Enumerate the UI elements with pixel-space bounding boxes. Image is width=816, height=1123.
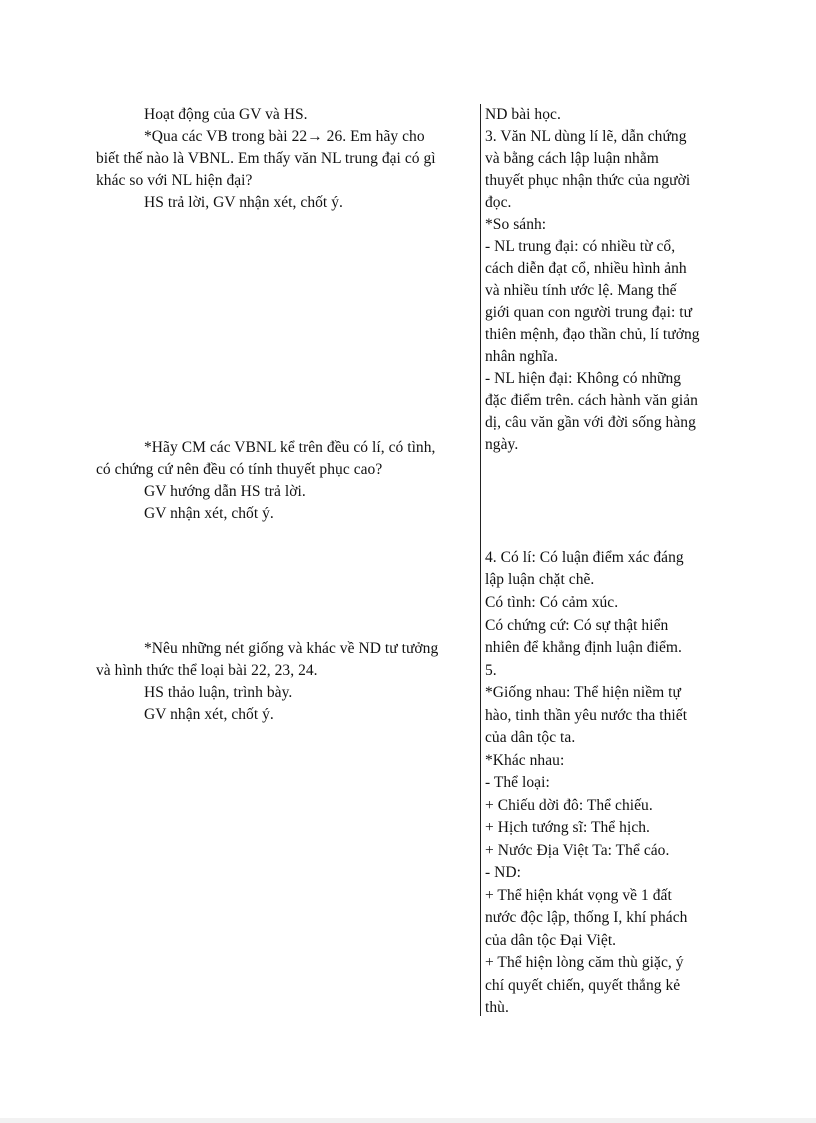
question-text: có chứng cứ nên đều có tính thuyết phục cao? (96, 461, 383, 478)
content-line: nhân nghĩa. (485, 348, 558, 365)
content-line: dị, câu văn gần với đời sống hàng (485, 414, 696, 431)
content-line: thù. (485, 999, 509, 1016)
content-line: + Hịch tướng sĩ: Thể hịch. (485, 819, 650, 836)
content-line: ngày. (485, 436, 519, 453)
question-text: khác so với NL hiện đại? (96, 172, 253, 189)
content-line: + Chiếu dời đô: Thể chiếu. (485, 797, 653, 814)
content-line: - NL trung đại: có nhiều từ cổ, (485, 238, 676, 255)
question-text: *Hãy CM các VBNL kể trên đều có lí, có tình, (144, 439, 436, 456)
content-line: lập luận chặt chẽ. (485, 571, 595, 588)
content-line: giới quan con người trung đại: tư (485, 304, 693, 321)
content-line: 5. (485, 662, 497, 679)
instruction-text: HS thảo luận, trình bày. (144, 684, 293, 701)
content-line: chí quyết chiến, quyết thắng kẻ (485, 977, 681, 994)
instruction-text: GV nhận xét, chốt ý. (144, 706, 274, 723)
content-line: và bằng cách lập luận nhằm (485, 150, 659, 167)
page-bottom-edge (0, 1118, 816, 1123)
content-line: 3. Văn NL dùng lí lẽ, dẫn chứng (485, 128, 687, 145)
content-line: + Thể hiện lòng căm thù giặc, ý (485, 954, 684, 971)
content-line: *Khác nhau: (485, 752, 565, 769)
content-line: - Thể loại: (485, 774, 550, 791)
content-line: *Giống nhau: Thể hiện niềm tự (485, 684, 681, 701)
content-line: thuyết phục nhận thức của người (485, 172, 691, 189)
column-divider (480, 104, 481, 1016)
content-line: thiên mệnh, đạo thần chủ, lí tưởng (485, 326, 700, 343)
question-text: *Qua các VB trong bài 22→ 26. Em hãy cho (144, 128, 425, 145)
content-line: nước độc lập, thống I, khí phách (485, 909, 688, 926)
content-line: + Thể hiện khát vọng về 1 đất (485, 887, 672, 904)
content-line: của dân tộc ta. (485, 729, 576, 746)
content-line: *So sánh: (485, 216, 547, 233)
content-line: - ND: (485, 864, 521, 881)
instruction-text: GV hướng dẫn HS trả lời. (144, 483, 306, 500)
content-line: đặc điểm trên. cách hành văn giản (485, 392, 698, 409)
content-line: 4. Có lí: Có luận điểm xác đáng (485, 549, 684, 566)
content-line: Có tình: Có cảm xúc. (485, 594, 619, 611)
content-line: của dân tộc Đại Việt. (485, 932, 617, 949)
content-line: - NL hiện đại: Không có những (485, 370, 682, 387)
content-line: Có chứng cứ: Có sự thật hiển (485, 617, 669, 634)
content-line: + Nước Địa Việt Ta: Thể cáo. (485, 842, 670, 859)
instruction-text: GV nhận xét, chốt ý. (144, 505, 274, 522)
question-text: *Nêu những nét giống và khác về ND tư tưởng (144, 640, 439, 657)
question-text: biết thế nào là VBNL. Em thấy văn NL trung đại có gì (96, 150, 436, 167)
instruction-text: HS trả lời, GV nhận xét, chốt ý. (144, 194, 343, 211)
content-line: đọc. (485, 194, 512, 211)
lesson-heading: ND bài học. (485, 106, 561, 123)
content-line: cách diễn đạt cổ, nhiều hình ảnh (485, 260, 687, 277)
question-text: và hình thức thể loại bài 22, 23, 24. (96, 662, 318, 679)
content-line: và nhiều tính ước lệ. Mang thế (485, 282, 677, 299)
activities-heading: Hoạt động của GV và HS. (144, 106, 308, 123)
content-line: nhiên để khẳng định luận điểm. (485, 639, 682, 656)
content-line: hào, tinh thần yêu nước tha thiết (485, 707, 688, 724)
